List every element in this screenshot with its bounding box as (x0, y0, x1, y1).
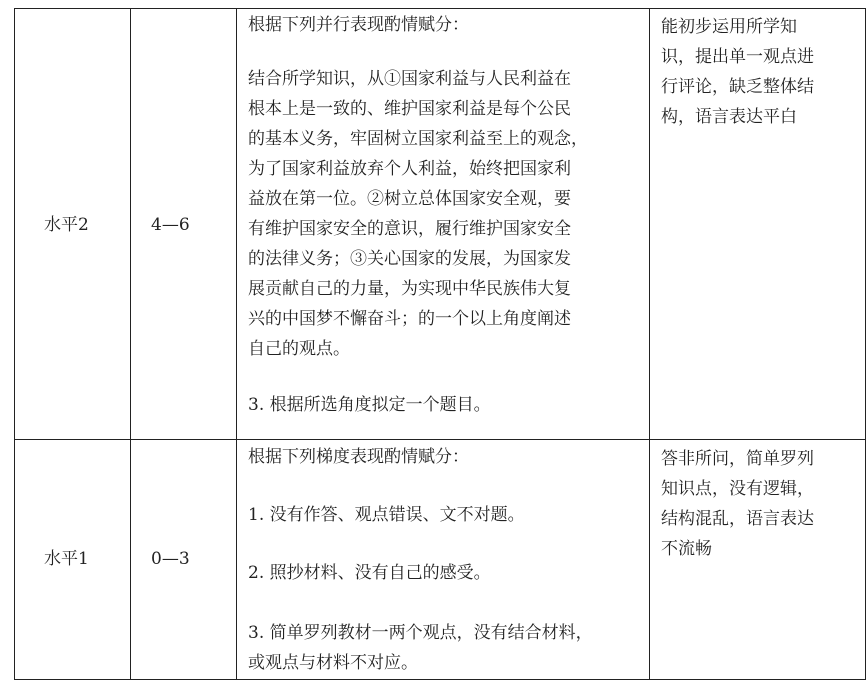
criteria-cell (248, 444, 593, 678)
column-divider (130, 8, 131, 680)
criteria-line: 展贡献自己的力量，为实现中华民族伟大复 (248, 279, 571, 299)
score-range: 0—3 (151, 549, 190, 569)
description-cell (661, 12, 814, 132)
description-line: 结构混乱，语言表达 (661, 509, 814, 529)
score-cell (151, 212, 190, 238)
level-cell (44, 212, 89, 238)
criteria-line: 结合所学知识，从①国家利益与人民利益在 (248, 69, 571, 89)
criteria-line: 的基本义务，牢固树立国家利益至上的观念， (248, 129, 588, 149)
column-divider (14, 8, 15, 680)
description-line: 能初步运用所学知 (661, 17, 797, 37)
criteria-line: 有维护国家安全的意识，履行维护国家安全 (248, 219, 571, 239)
description-cell (661, 444, 814, 564)
criteria-line: 自己的观点。 (248, 339, 350, 359)
level-label: 水平1 (44, 549, 89, 569)
description-line: 构，语言表达平白 (661, 107, 797, 127)
criteria-item: 3. 简单罗列教材一两个观点，没有结合材料， (248, 623, 593, 643)
column-divider (649, 8, 650, 680)
row-divider (14, 439, 865, 440)
level-cell (44, 546, 89, 572)
description-line: 知识点，没有逻辑， (661, 479, 814, 499)
description-line: 答非所问，简单罗列 (661, 449, 814, 469)
description-line: 行评论，缺乏整体结 (661, 77, 814, 97)
description-line: 不流畅 (661, 539, 712, 559)
criteria-intro: 根据下列梯度表现酌情赋分： (248, 447, 469, 467)
criteria-item: 或观点与材料不对应。 (248, 653, 418, 673)
column-divider (236, 8, 237, 680)
criteria-cell (248, 12, 588, 418)
score-cell (151, 546, 190, 572)
criteria-line: 的法律义务；③关心国家的发展，为国家发 (248, 249, 571, 269)
score-range: 4—6 (151, 215, 190, 235)
row-divider (14, 679, 865, 680)
criteria-item: 3. 根据所选角度拟定一个题目。 (248, 395, 491, 415)
criteria-intro: 根据下列并行表现酌情赋分： (248, 15, 469, 35)
description-line: 识，提出单一观点进 (661, 47, 814, 67)
level-label: 水平2 (44, 215, 89, 235)
criteria-item: 2. 照抄材料、没有自己的感受。 (248, 563, 491, 583)
criteria-line: 为了国家利益放弃个人利益，始终把国家利 (248, 159, 571, 179)
criteria-line: 根本上是一致的、维护国家利益是每个公民 (248, 99, 571, 119)
criteria-item: 1. 没有作答、观点错误、文不对题。 (248, 505, 525, 525)
criteria-body (248, 64, 588, 364)
criteria-line: 兴的中国梦不懈奋斗；的一个以上角度阐述 (248, 309, 571, 329)
row-divider (14, 8, 865, 9)
criteria-line: 益放在第一位。②树立总体国家安全观，要 (248, 189, 571, 209)
